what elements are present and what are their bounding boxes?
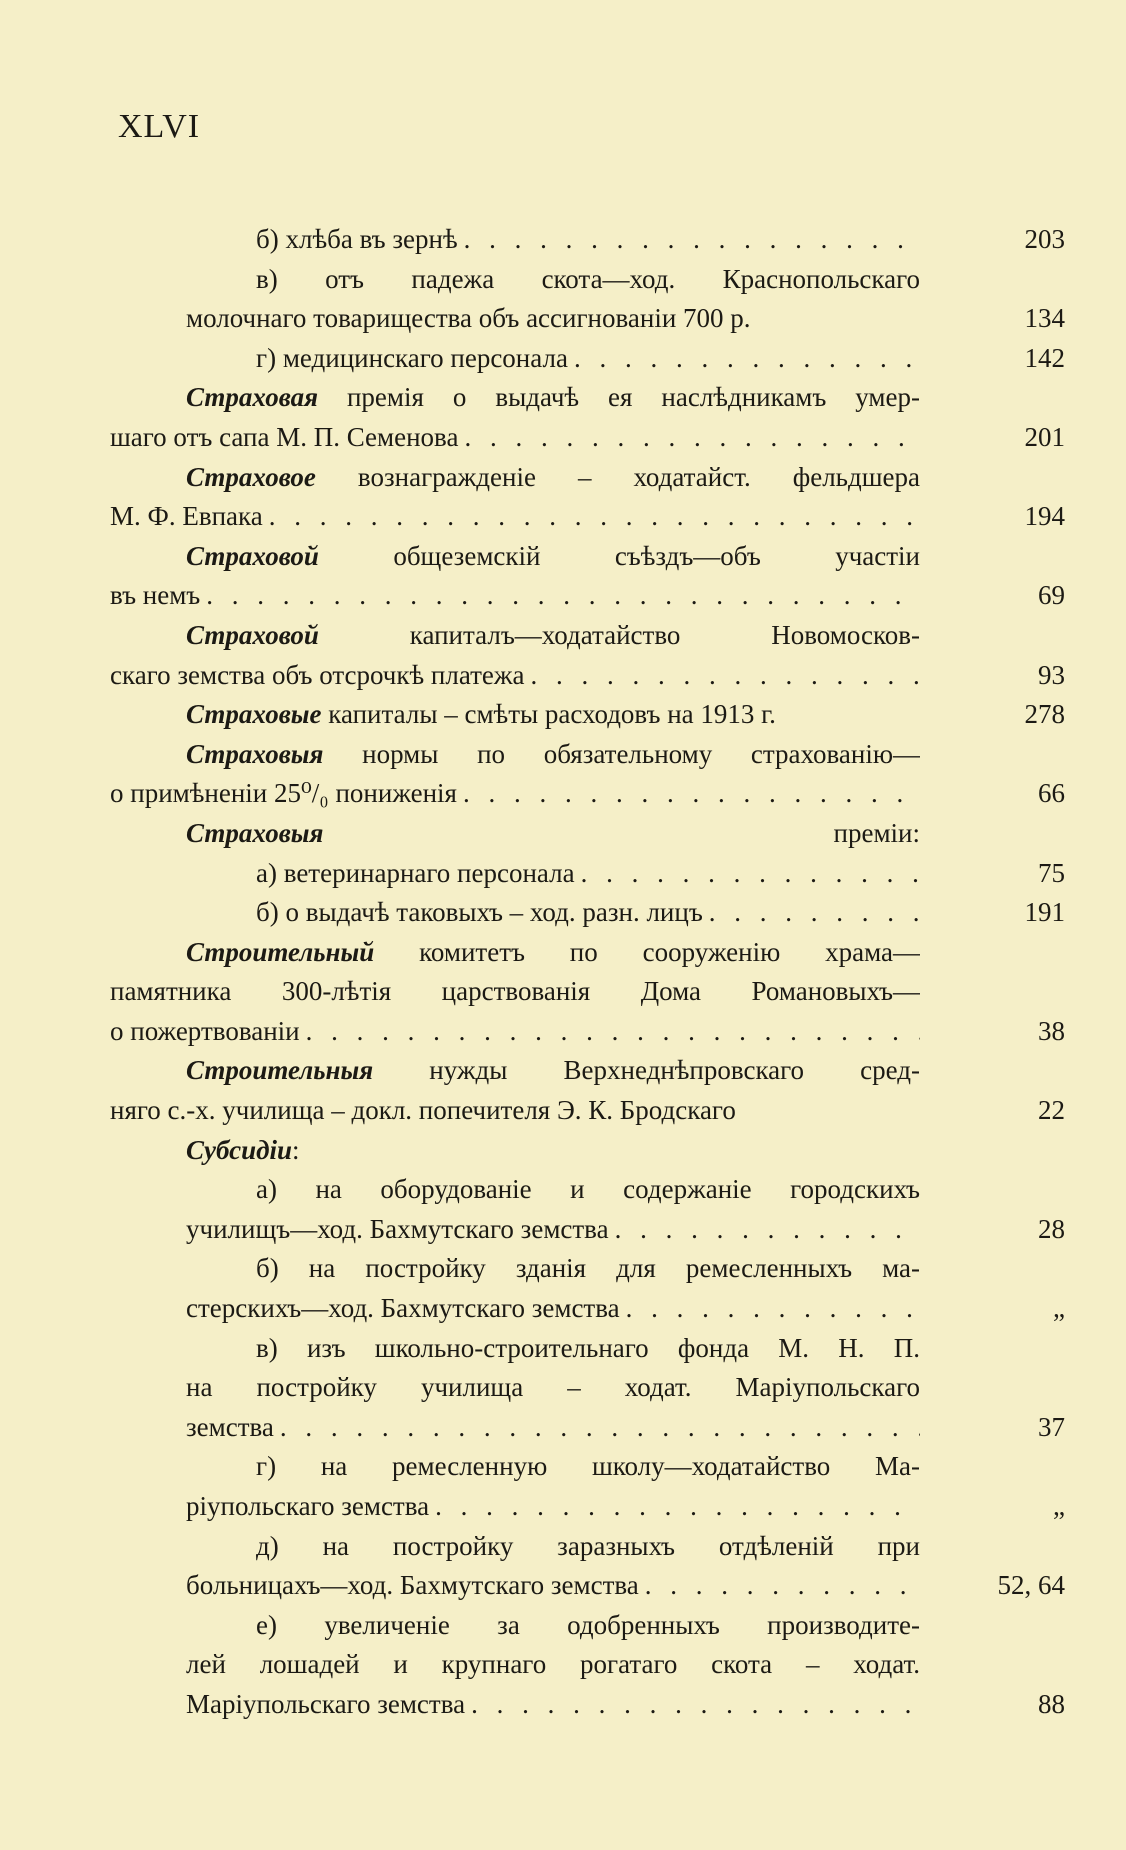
entry-body: б) на постройку зданія для ремесленныхъ ма-	[256, 1253, 920, 1284]
leader-dots	[200, 576, 920, 616]
entry-body: :	[292, 1134, 300, 1165]
index-line	[110, 339, 1065, 379]
entry-phrase	[256, 220, 458, 260]
entry-body: б) о выдачѣ таковыхъ – ход. разн. лицъ	[256, 897, 703, 928]
index-line	[110, 1170, 1065, 1210]
entry-phrase	[110, 774, 457, 814]
index-line	[110, 656, 1065, 696]
index-line	[110, 418, 1065, 458]
page-reference: 201	[1024, 421, 1065, 452]
leader-dots	[263, 497, 920, 537]
entry-phrase	[186, 462, 920, 492]
entry-body: б) хлѣба въ зернѣ	[256, 224, 458, 254]
page-reference: 66	[1038, 778, 1065, 809]
page-reference: 69	[1038, 580, 1065, 611]
page-reference: 203	[1024, 224, 1065, 254]
page-reference: 88	[1038, 1688, 1065, 1719]
leader-dots	[458, 220, 920, 260]
page-reference: „	[1053, 1293, 1065, 1324]
entry-body: общеземскій съѣздъ—объ участіи	[318, 540, 920, 571]
page-header-numeral: XLVI	[118, 108, 201, 145]
entry-phrase	[186, 1649, 920, 1679]
entry-text	[110, 1170, 920, 1210]
entry-body: а) ветеринарнаго персонала	[256, 857, 575, 888]
index-line	[110, 695, 1065, 735]
entry-text	[110, 1210, 920, 1250]
entry-body: училищъ—ход. Бахмутскаго земства	[186, 1213, 609, 1244]
entry-phrase	[110, 418, 458, 458]
leader-dots	[457, 774, 920, 814]
entry-text	[110, 1685, 920, 1725]
entry-body: в) отъ падежа скота—ход. Краснопольскаго	[256, 263, 920, 294]
index-line	[110, 458, 1065, 498]
entry-text	[110, 260, 920, 300]
entry-text	[110, 458, 920, 498]
entry-phrase	[186, 818, 920, 848]
entry-keyword: Страховое	[186, 461, 316, 492]
page-reference: 194	[1024, 501, 1065, 532]
entry-phrase	[110, 656, 525, 696]
entry-text	[110, 1091, 920, 1131]
entry-phrase	[256, 339, 568, 379]
index-line	[110, 537, 1065, 577]
index-line	[110, 1210, 1065, 1250]
index-line	[110, 220, 1065, 260]
leader-dots	[525, 656, 920, 696]
entry-text	[110, 1645, 920, 1685]
entry-text	[110, 497, 920, 537]
index-line	[110, 774, 1065, 814]
entry-text	[110, 774, 920, 814]
entry-text	[110, 1487, 920, 1527]
index-line	[110, 1051, 1065, 1091]
entry-phrase	[256, 1174, 920, 1204]
entry-text	[110, 854, 920, 894]
entry-text	[110, 1408, 920, 1448]
entry-body: лей лошадей и крупнаго рогатаго скота – ходат.	[186, 1649, 920, 1680]
entry-body: ріупольскаго земства	[186, 1491, 430, 1521]
leader-dots	[568, 339, 920, 379]
entry-text	[110, 220, 920, 260]
page-reference: 38	[1038, 1015, 1065, 1046]
entry-keyword: Субсидіи	[186, 1134, 293, 1165]
page-reference: 191	[1024, 897, 1065, 928]
entry-keyword: Страховые	[186, 699, 322, 730]
index-line	[110, 893, 1065, 933]
entry-phrase	[186, 1685, 465, 1725]
entry-text	[110, 1131, 920, 1171]
entry-text	[110, 656, 920, 696]
entry-text	[110, 972, 920, 1012]
entry-text	[110, 378, 920, 418]
entry-body: стерскихъ—ход. Бахмутскаго земства	[186, 1293, 620, 1324]
entry-body: М. Ф. Евпака	[110, 501, 263, 532]
entry-text	[110, 1289, 920, 1329]
entry-keyword: Страховой	[186, 619, 319, 650]
leader-dots	[609, 1210, 920, 1250]
entry-body: памятника 300-лѣтія царствованія Дома Романовыхъ—	[110, 976, 920, 1007]
leader-dots	[639, 1566, 920, 1606]
entry-keyword: Страховая	[186, 382, 319, 413]
page-reference: 37	[1038, 1411, 1065, 1442]
index-line	[110, 854, 1065, 894]
index-line	[110, 1091, 1065, 1131]
entry-phrase	[186, 1408, 274, 1448]
leader-dots	[429, 1487, 920, 1527]
entry-text	[110, 339, 920, 379]
entry-phrase	[186, 937, 920, 967]
entry-text	[110, 576, 920, 616]
entry-text	[110, 1606, 920, 1646]
entry-text	[110, 695, 920, 735]
index-line	[110, 1447, 1065, 1487]
entry-phrase	[186, 620, 920, 650]
entry-text	[110, 1447, 920, 1487]
index-line	[110, 814, 1065, 854]
entry-text	[110, 933, 920, 973]
entry-phrase	[186, 739, 920, 769]
leader-dots	[465, 1685, 920, 1725]
entry-phrase	[186, 382, 920, 412]
entry-body: капиталы – смѣты расходовъ на 1913 г.	[321, 699, 776, 730]
entry-phrase	[186, 1372, 920, 1402]
entry-body: о пожертвованіи	[110, 1015, 300, 1046]
index-line	[110, 1329, 1065, 1369]
page-reference: „	[1053, 1491, 1065, 1521]
leader-dots	[620, 1289, 920, 1329]
index-line	[110, 972, 1065, 1012]
entry-phrase	[256, 854, 575, 894]
index-line	[110, 1527, 1065, 1567]
entry-body: е) увеличеніе за одобренныхъ производите-	[256, 1609, 920, 1640]
entry-body: нормы по обязательному страхованію—	[323, 738, 920, 769]
entry-keyword: Страховыя	[186, 738, 324, 769]
entry-phrase	[186, 541, 920, 571]
entry-phrase	[110, 1012, 300, 1052]
entry-text	[110, 1051, 920, 1091]
page-reference: 22	[1038, 1095, 1065, 1126]
leader-dots	[458, 418, 920, 458]
entry-body: молочнаго товарищества объ ассигнованіи 700 р.	[186, 303, 751, 334]
entry-text	[110, 1566, 920, 1606]
entry-body: о примѣненіи 25⁰/₀ пониженія	[110, 778, 457, 809]
entry-keyword: Страховой	[186, 540, 319, 571]
entry-phrase	[110, 1095, 736, 1125]
index-entries	[110, 220, 1065, 1725]
entry-phrase	[186, 699, 776, 729]
index-line	[110, 735, 1065, 775]
index-line	[110, 1645, 1065, 1685]
entry-body: шаго отъ сапа М. П. Семенова	[110, 421, 459, 452]
entry-body: г) на ремесленную школу—ходатайство Ма-	[256, 1451, 920, 1482]
entry-body: в) изъ школьно-строительнаго фонда М. Н. П.	[256, 1332, 920, 1363]
entry-phrase	[256, 1333, 920, 1363]
entry-body: на постройку училища – ходат. Маріупольскаго	[186, 1372, 920, 1403]
entry-phrase	[256, 1451, 920, 1481]
page-reference: 93	[1038, 659, 1065, 690]
index-line	[110, 933, 1065, 973]
entry-phrase	[186, 1210, 609, 1250]
entry-text	[110, 1527, 920, 1567]
entry-text	[110, 1368, 920, 1408]
entry-body: комитетъ по сооруженію храма—	[374, 936, 920, 967]
entry-phrase	[186, 1289, 620, 1329]
entry-phrase	[110, 497, 263, 537]
entry-text	[110, 1329, 920, 1369]
entry-phrase	[186, 303, 751, 333]
index-line	[110, 1566, 1065, 1606]
entry-text	[110, 418, 920, 458]
entry-phrase	[256, 1610, 920, 1640]
entry-body: няго с.-х. училища – докл. попечителя Э. К. Бродскаго	[110, 1095, 736, 1126]
index-line	[110, 576, 1065, 616]
entry-body: скаго земства объ отсрочкѣ платежа	[110, 659, 525, 690]
entry-keyword: Строительныя	[186, 1055, 374, 1086]
entry-body: премія о выдачѣ ея наслѣдникамъ умер-	[318, 382, 920, 413]
entry-phrase	[256, 893, 703, 933]
index-line	[110, 1408, 1065, 1448]
entry-text	[110, 1012, 920, 1052]
entry-body: земства	[186, 1411, 274, 1442]
index-line	[110, 497, 1065, 537]
entry-phrase	[186, 1055, 920, 1085]
entry-text	[110, 299, 920, 339]
entry-phrase	[256, 264, 920, 294]
entry-body: преміи:	[323, 817, 920, 848]
page-reference: 75	[1038, 857, 1065, 888]
index-line	[110, 1685, 1065, 1725]
index-line	[110, 1131, 1065, 1171]
entry-text	[110, 893, 920, 933]
index-line	[110, 299, 1065, 339]
entry-text	[110, 814, 920, 854]
page-reference: 134	[1024, 303, 1065, 334]
index-line	[110, 1289, 1065, 1329]
entry-body: капиталъ—ходатайство Новомосков-	[318, 619, 920, 650]
entry-body: г) медицинскаго персонала	[256, 342, 568, 373]
index-line	[110, 1368, 1065, 1408]
entry-text	[110, 1249, 920, 1289]
index-line	[110, 1606, 1065, 1646]
leader-dots	[575, 854, 920, 894]
entry-body: Маріупольскаго земства	[186, 1688, 466, 1719]
index-line	[110, 1012, 1065, 1052]
leader-dots	[703, 893, 920, 933]
entry-keyword: Строительный	[186, 936, 375, 967]
index-line	[110, 1487, 1065, 1527]
page-reference: 142	[1024, 342, 1065, 373]
index-line	[110, 378, 1065, 418]
page-reference: 278	[1024, 699, 1065, 730]
entry-phrase	[186, 1135, 300, 1165]
page-reference: 28	[1038, 1213, 1065, 1244]
entry-text	[110, 616, 920, 656]
entry-body: въ немъ	[110, 580, 201, 611]
entry-body: нужды Верхнеднѣпровскаго сред-	[373, 1055, 920, 1086]
entry-phrase	[186, 1566, 639, 1606]
entry-text	[110, 537, 920, 577]
entry-keyword: Страховыя	[186, 817, 324, 848]
index-line	[110, 260, 1065, 300]
entry-phrase	[110, 576, 200, 616]
index-line	[110, 1249, 1065, 1289]
entry-body: больницахъ—ход. Бахмутскаго земства	[186, 1570, 639, 1601]
entry-text	[110, 735, 920, 775]
leader-dots	[274, 1408, 920, 1448]
page-reference: 52, 64	[997, 1570, 1065, 1601]
index-line	[110, 616, 1065, 656]
entry-phrase	[186, 1487, 429, 1527]
entry-body: а) на оборудованіе и содержаніе городскихъ	[256, 1174, 920, 1205]
entry-body: вознагражденіе – ходатайст. фельдшера	[315, 461, 920, 492]
entry-phrase	[256, 1253, 920, 1283]
entry-phrase	[256, 1531, 920, 1561]
entry-phrase	[110, 976, 920, 1006]
entry-body: д) на постройку заразныхъ отдѣленій при	[256, 1530, 920, 1561]
leader-dots	[300, 1012, 920, 1052]
